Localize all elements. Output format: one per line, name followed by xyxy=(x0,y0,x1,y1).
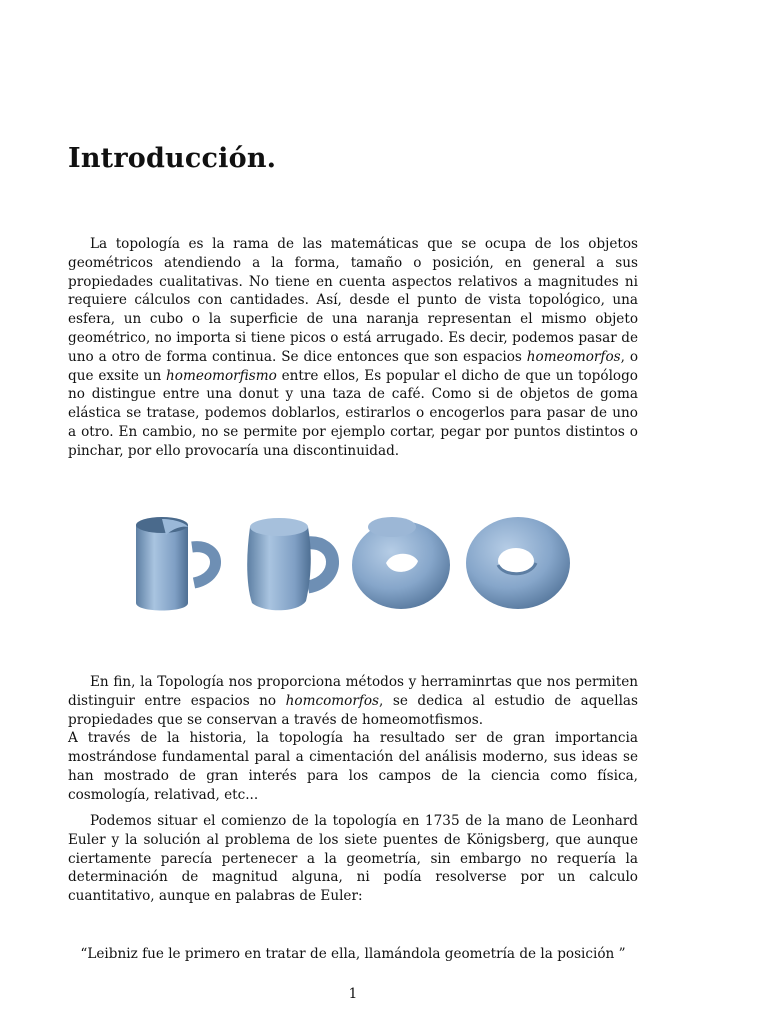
mug-to-torus-figure xyxy=(130,505,576,615)
emphasis-term: homcomorfos xyxy=(285,692,380,709)
text-span: entre ellos, Es popular el dicho de que un topólogo no distingue entre una donut y una taza de café. Como si de objetos de goma elástica se tratase, podemos doblarlos, estirarlos o encogerlos para pasar de uno a otro. En cambio, no se permite por ejemplo cortar, pegar por puntos distintos o pinchar, por ello provocaría una discontinuidad. xyxy=(68,367,638,459)
paragraph-line-block xyxy=(68,673,638,729)
text-span: , o que exsite un xyxy=(68,348,639,384)
euler-quote: “Leibniz fue le primero en tratar de ella, llamándola geometría de la posición ” xyxy=(80,946,626,962)
emphasis-term: homeomorfos xyxy=(526,348,621,365)
paragraph-euler: Podemos situar el comienzo de la topología en 1735 de la mano de Leonhard Euler y la solución al problema de los siete puentes de Königsberg, que aunque ciertamente parecía pertenecer a la geometría, sin embargo no requería la determinación de magnitud alguna, ni podía resolverse por un calculo cuantitativo, aunque en palabras de Euler: xyxy=(68,813,638,905)
paragraph-topology-methods xyxy=(68,673,638,805)
deformed-mug-shape xyxy=(247,518,332,610)
paragraph-intro xyxy=(68,235,638,461)
text-span: En fin, la Topología nos proporciona métodos y herraminrtas que nos permiten distinguir entre espacios no xyxy=(68,674,638,709)
text-span: , se dedica al estudio de aquellas propiedades que se conservan a través de homeomotfismos. xyxy=(68,692,638,728)
torus-shape xyxy=(466,517,570,609)
paragraph-continuation: A través de la historia, la topología ha resultado ser de gran importancia mostrándose fundamental paral a cimentación del análisis moderno, sus ideas se han mostrado de gran interés para los campos de la ciencia como física, cosmología, relativad, etc... xyxy=(68,730,638,803)
page-number: 1 xyxy=(348,986,358,1002)
partial-torus-shape xyxy=(352,517,450,609)
emphasis-term: homeomorfismo xyxy=(166,367,277,384)
mug-shape xyxy=(136,517,216,611)
page-title: Introducción. xyxy=(68,143,277,174)
text-span: La topología es la rama de las matemáticas que se ocupa de los objetos geométricos atendiendo a la forma, tamaño o posición, en general a sus propiedades cualitativas. No tiene en cuenta aspectos relativos a magnitudes ni requiere cálculos con cantidades. Así, desde el punto de vista topológico, una esfera, un cubo o la superficie de una naranja representan el mismo objeto geométrico, no importa si tiene picos o está arrugado. Es decir, podemos pasar de uno a otro de forma continua. Se dice entonces que son espacios xyxy=(68,236,638,365)
